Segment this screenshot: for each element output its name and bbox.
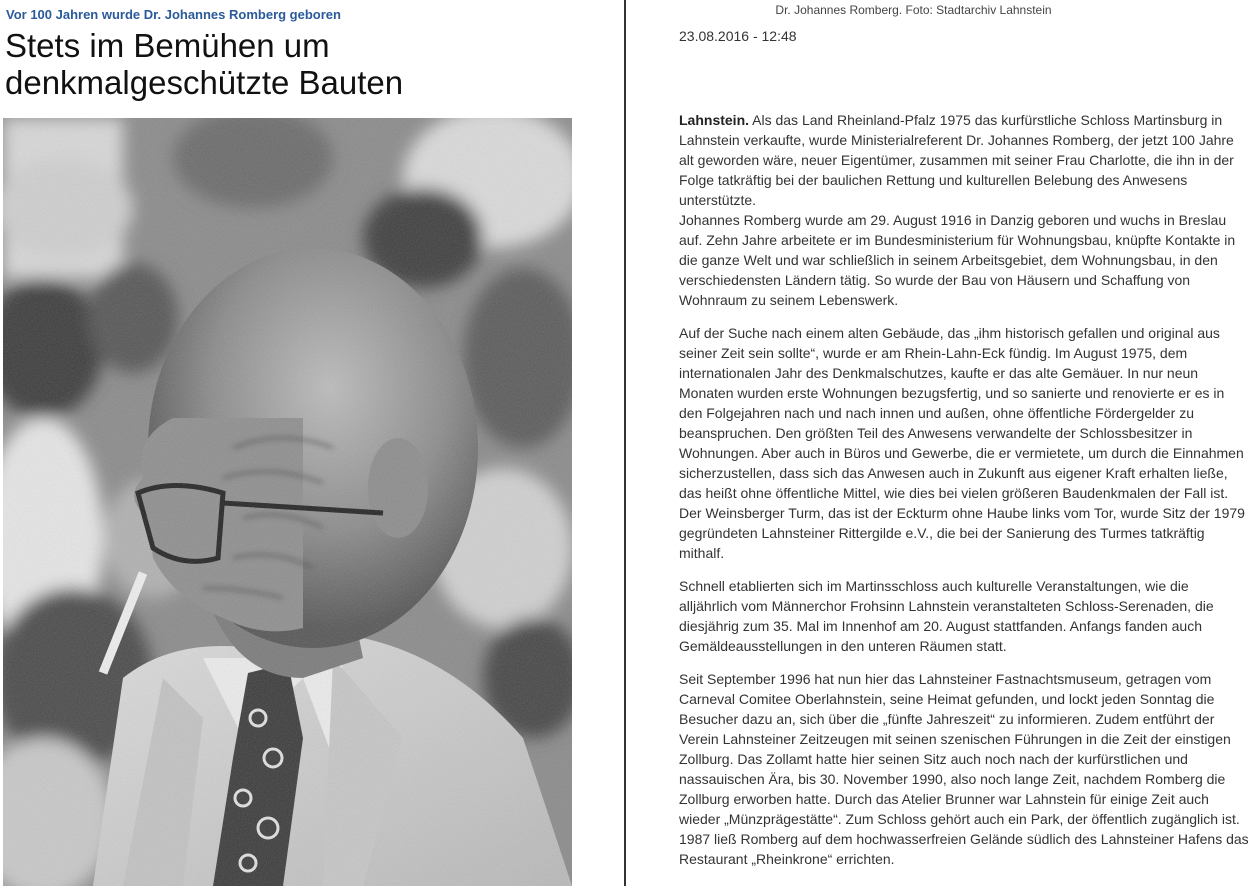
article-body: [679, 110, 1249, 882]
article-paragraph-1-text: Als das Land Rheinland-Pfalz 1975 das kurfürstliche Schloss Martinsburg in Lahnstein verkaufte, wurde Ministerialreferent Dr. Johannes Romberg, der jetzt 100 Jahre alt geworden wäre, neuer Eigentümer, zusammen mit seiner Frau Charlotte, die ihn in der Folge tatkräftig bei der baulichen Rettung und kulturellen Belebung des Anwesens unterstützte.: [679, 112, 1234, 208]
article-paragraph-1-cont: Johannes Romberg wurde am 29. August 1916 in Danzig geboren und wuchs in Breslau auf. Zehn Jahre arbeitete er im Bundesministerium für Wohnungsbau, knüpfte Kontakte in die ganze Welt und war schließlich in seinem Arbeitsgebiet, dem Wohnungsbau, in den verschiedensten Ländern tätig. So wurde der Bau von Häusern und Schaffung von Wohnraum zu seinem Lebenswerk.: [679, 212, 1236, 308]
right-column: [626, 0, 1250, 886]
left-column: [0, 0, 624, 886]
article-paragraph-2: Auf der Suche nach einem alten Gebäude, das „ihm historisch gefallen und original aus seiner Zeit sein sollte“, wurde er am Rhein-Lahn-Eck fündig. Im August 1975, dem internationalen Jahr des Denkmalschutzes, kaufte er das alte Gemäuer. In nur neun Monaten wurden erste Wohnungen bezugsfertig, und so sanierte und renovierte er es in den Folgejahren nach und nach innen und außen, ohne öffentliche Fördergelder zu beanspruchen. Den größten Teil des Anwesens verwandelte der Schlossbesitzer in Wohnungen. Aber auch in Büros und Gewerbe, die er vermietete, um durch die Einnahmen sicherzustellen, dass sich das Anwesen auch in Zukunft aus eigener Kraft erhalten ließe, das heißt ohne öffentliche Mittel, wie dies bei vielen größeren Baudenkmalen der Fall ist. Der Weinsberger Turm, das ist der Eckturm ohne Haube links vom Tor, wurde Sitz der 1979 gegründeten Lahnsteiner Rittergilde e.V., die bei der Sanierung des Turmes tatkräftig mithalf.: [679, 325, 1245, 561]
article-kicker: Vor 100 Jahren wurde Dr. Johannes Romberg geboren: [6, 7, 341, 22]
portrait-photo: [3, 118, 572, 886]
article-title: Stets im Bemühen um denkmalgeschützte Bauten: [5, 27, 404, 101]
publish-timestamp: 23.08.2016 - 12:48: [679, 28, 797, 44]
article-dateline: Lahnstein.: [679, 112, 750, 128]
article-paragraph-1: [679, 110, 1249, 310]
article-paragraph-3: Schnell etablierten sich im Martinsschloss auch kulturelle Veranstaltungen, wie die alljährlich vom Männerchor Frohsinn Lahnstein veranstalteten Schloss-Serenaden, die diesjährig zum 35. Mal im Innenhof am 20. August stattfanden. Anfangs fanden auch Gemäldeausstellungen in den unteren Räumen statt.: [679, 578, 1214, 654]
article-paragraph-4: Seit September 1996 hat nun hier das Lahnsteiner Fastnachtsmuseum, getragen vom Carneval Comitee Oberlahnstein, seine Heimat gefunden, und lockt jeden Sonntag die Besucher dazu an, sich über die „fünfte Jahreszeit“ zu informieren. Zudem entführt der Verein Lahnsteiner Zeitzeugen mit seinen szenischen Führungen in die Zeit der einstigen Zollburg. Das Zollamt hatte hier seinen Sitz auch noch nach der kurfürstlichen und nassauischen Ära, bis 30. November 1990, also noch lange Zeit, nachdem Romberg die Zollburg erworben hatte. Durch das Atelier Brunner war Lahnstein für einige Zeit auch wieder „Münzprägestätte“. Zum Schloss gehört auch ein Park, der öffentlich zugänglich ist. 1987 ließ Romberg auf dem hochwasserfreien Gelände südlich des Lahnsteiner Hafens das Restaurant „Rheinkrone“ errichten.: [679, 671, 1249, 867]
photo-caption: Dr. Johannes Romberg. Foto: Stadtarchiv Lahnstein: [775, 3, 1052, 17]
